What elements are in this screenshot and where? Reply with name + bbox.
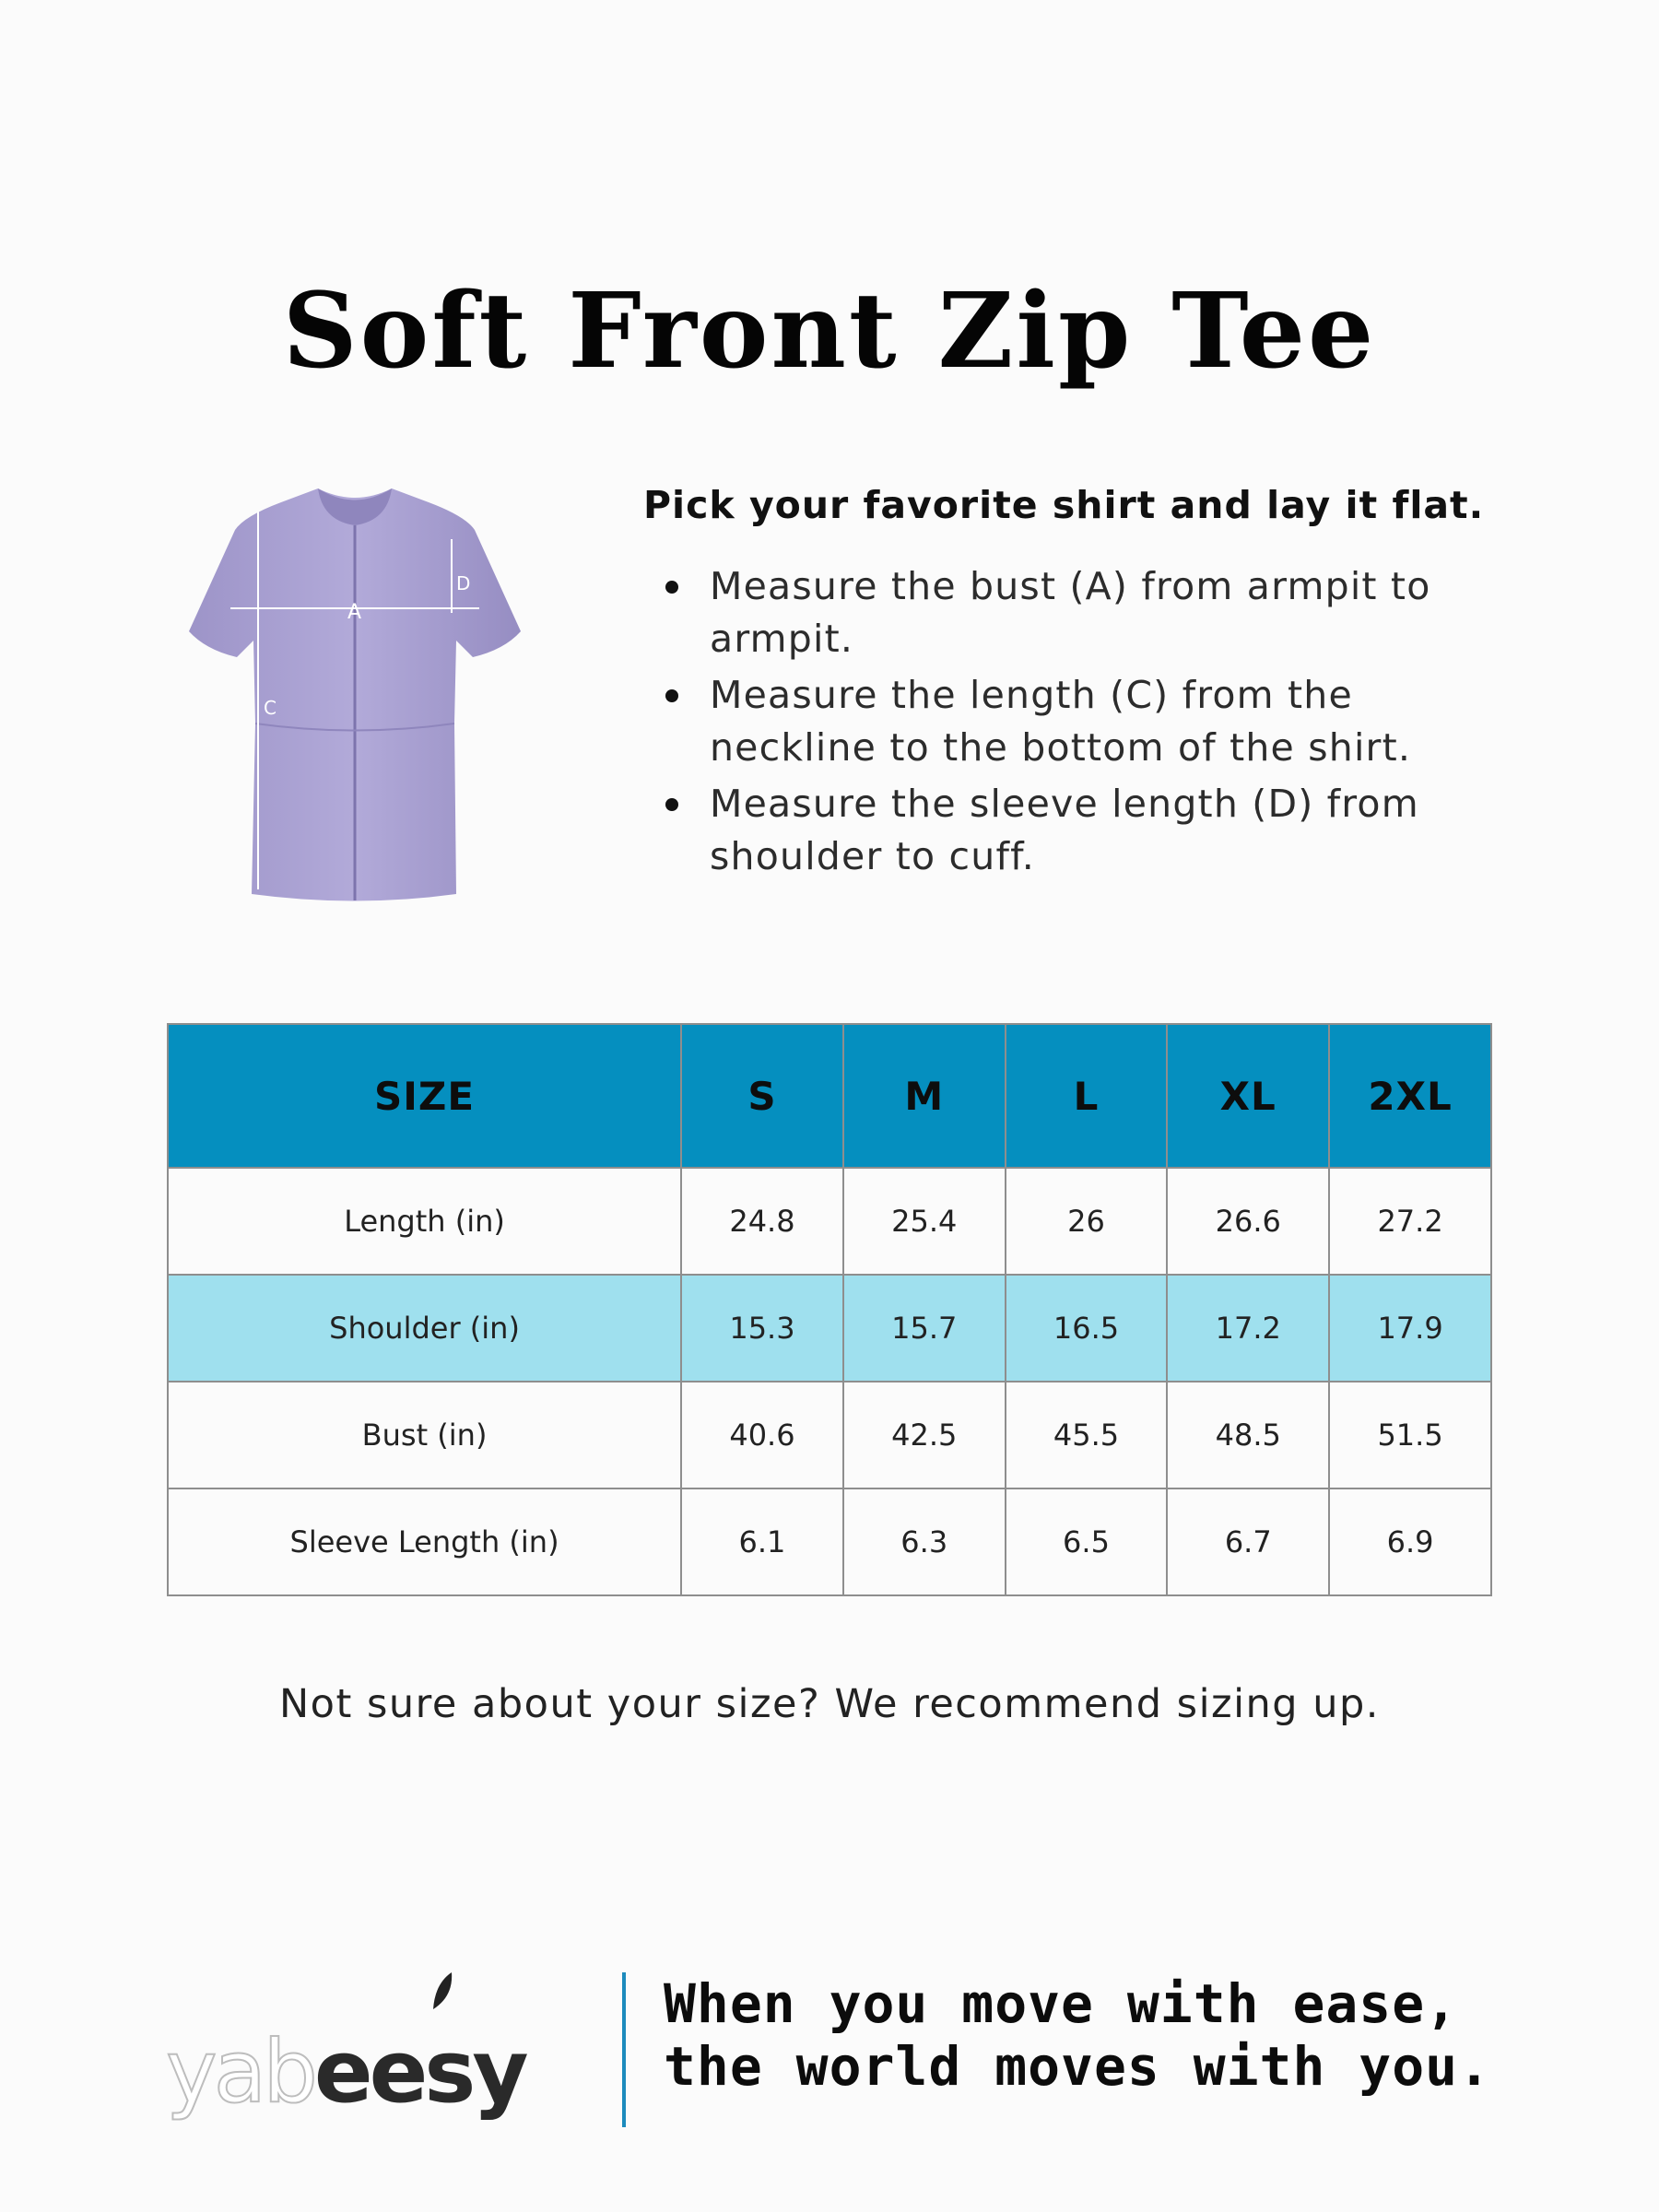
bullet-icon bbox=[665, 798, 678, 811]
header-2xl: 2XL bbox=[1329, 1024, 1491, 1168]
shirt-illustration bbox=[180, 475, 530, 912]
table-row bbox=[168, 1168, 1491, 1275]
table-row bbox=[168, 1382, 1491, 1488]
size-chart-table bbox=[167, 1023, 1492, 1596]
logo-part-dark: eesy bbox=[313, 2022, 525, 2123]
table-cell: 6.9 bbox=[1329, 1488, 1491, 1595]
table-cell: 17.2 bbox=[1167, 1275, 1329, 1382]
row-label: Shoulder (in) bbox=[168, 1275, 681, 1382]
instruction-item: Measure the length (C) from the neckline to the bottom of the shirt. bbox=[643, 669, 1491, 774]
row-label: Bust (in) bbox=[168, 1382, 681, 1488]
table-row bbox=[168, 1275, 1491, 1382]
table-cell: 26.6 bbox=[1167, 1168, 1329, 1275]
header-xl: XL bbox=[1167, 1024, 1329, 1168]
brand-logo bbox=[166, 1972, 571, 2129]
row-label: Length (in) bbox=[168, 1168, 681, 1275]
table-cell: 51.5 bbox=[1329, 1382, 1491, 1488]
table-cell: 6.1 bbox=[681, 1488, 843, 1595]
table-cell: 15.7 bbox=[843, 1275, 1006, 1382]
table-cell: 6.7 bbox=[1167, 1488, 1329, 1595]
table-cell: 6.5 bbox=[1006, 1488, 1168, 1595]
header-m: M bbox=[843, 1024, 1006, 1168]
instruction-item: Measure the sleeve length (D) from shoulder to cuff. bbox=[643, 778, 1491, 883]
instruction-item: Measure the bust (A) from armpit to armpit. bbox=[643, 560, 1491, 665]
logo-part-light: yab bbox=[166, 2022, 314, 2123]
page-title: Soft Front Zip Tee bbox=[282, 271, 1377, 392]
table-cell: 25.4 bbox=[843, 1168, 1006, 1275]
svg-text:yabeesy bbox=[166, 2022, 527, 2123]
header-s: S bbox=[681, 1024, 843, 1168]
label-d: D bbox=[456, 572, 471, 594]
table-cell: 24.8 bbox=[681, 1168, 843, 1275]
slogan-line-1: When you move with ease, bbox=[664, 1972, 1459, 2035]
instruction-list bbox=[643, 560, 1491, 883]
table-cell: 42.5 bbox=[843, 1382, 1006, 1488]
table-cell: 40.6 bbox=[681, 1382, 843, 1488]
table-header-row bbox=[168, 1024, 1491, 1168]
table-cell: 15.3 bbox=[681, 1275, 843, 1382]
leaf-icon bbox=[433, 1972, 452, 2009]
instructions-lead: Pick your favorite shirt and lay it flat. bbox=[643, 483, 1485, 527]
footer-divider bbox=[622, 1972, 626, 2127]
table-cell: 45.5 bbox=[1006, 1382, 1168, 1488]
table-cell: 16.5 bbox=[1006, 1275, 1168, 1382]
header-l: L bbox=[1006, 1024, 1168, 1168]
table-cell: 26 bbox=[1006, 1168, 1168, 1275]
table-row bbox=[168, 1488, 1491, 1595]
table-cell: 17.9 bbox=[1329, 1275, 1491, 1382]
header-size: SIZE bbox=[168, 1024, 681, 1168]
table-cell: 27.2 bbox=[1329, 1168, 1491, 1275]
brand-slogan bbox=[664, 1972, 1548, 2098]
measurement-instructions bbox=[643, 477, 1491, 887]
label-c: C bbox=[264, 697, 276, 719]
bullet-icon bbox=[665, 689, 678, 702]
slogan-line-2: the world moves with you. bbox=[664, 2035, 1491, 2098]
sizing-note: Not sure about your size? We recommend sizing up. bbox=[279, 1681, 1380, 1727]
bullet-icon bbox=[665, 581, 678, 594]
table-cell: 48.5 bbox=[1167, 1382, 1329, 1488]
table-cell: 6.3 bbox=[843, 1488, 1006, 1595]
label-a: A bbox=[347, 601, 362, 624]
row-label: Sleeve Length (in) bbox=[168, 1488, 681, 1595]
